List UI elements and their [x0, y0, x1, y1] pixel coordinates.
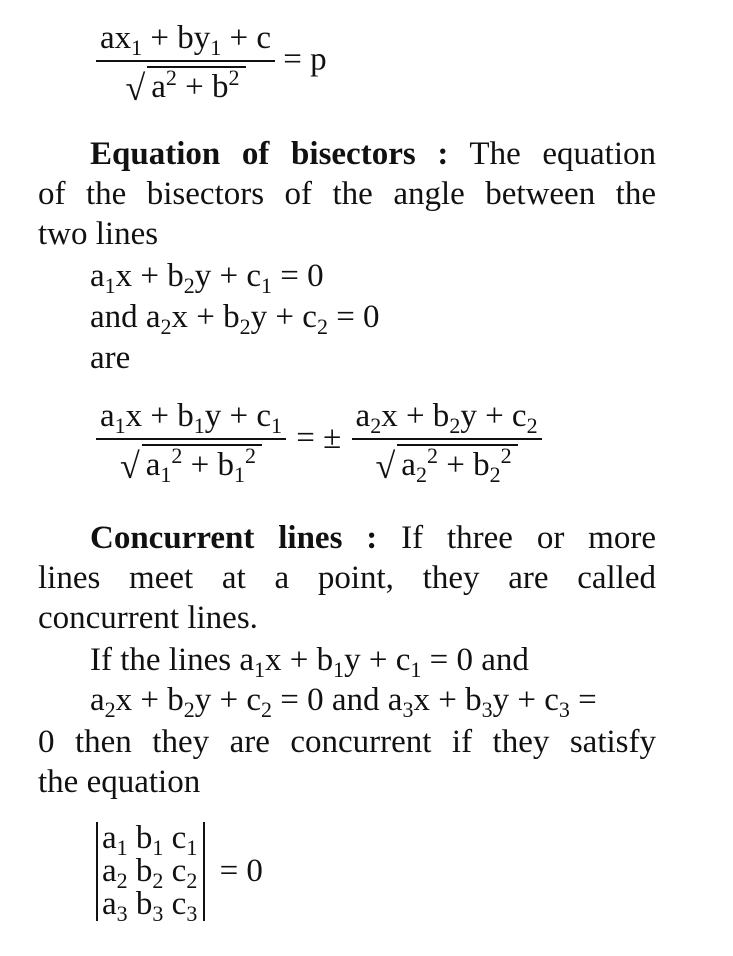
- line-eq-1: $a_1x + b_2y + c_1 = 0$: [90, 258, 324, 298]
- bisectors-line1: [38, 134, 656, 174]
- det-row: $a_1$ $b_1$ $c_1$: [102, 820, 198, 860]
- bisector-op: = ±: [296, 419, 342, 456]
- determinant-equation: [96, 820, 263, 926]
- det-row: $a_3$ $b_3$ $c_3$: [102, 886, 198, 926]
- concurrent-cond3: 0 then they are concurrent if they satisfy: [38, 724, 656, 760]
- concurrent-line3: concurrent lines.: [38, 600, 258, 636]
- sqrt-icon: √: [125, 68, 146, 108]
- concurrent-line1: [38, 518, 656, 558]
- are-label: are: [90, 340, 131, 376]
- bisectors-line3: two lines: [38, 216, 159, 252]
- bisector-rhs-fraction: $a_2x + b_2y + c_2$ √ $a_2^2 + b_2^2$: [352, 396, 542, 484]
- distance-numerator: $ax_1 + by_1 + c$: [100, 20, 272, 60]
- det-rhs: = 0: [219, 853, 263, 889]
- bisectors-text1: The equation: [469, 136, 657, 172]
- sqrt-icon: √: [120, 446, 140, 486]
- concurrent-cond1: If the lines $a_1x + b_1y + c_1 = 0$ and: [90, 642, 529, 682]
- bisectors-heading: Equation of bisectors :: [90, 136, 449, 172]
- sqrt-icon: √: [375, 446, 396, 486]
- bisectors-line2: of the bisectors of the angle between the: [38, 176, 656, 212]
- bisector-lhs-fraction: $a_1x + b_1y + c_1$ √ $a_1^2 + b_1^2$: [96, 396, 286, 484]
- distance-fraction: [96, 18, 275, 106]
- distance-denominator: √ $a^2 + b^2$: [126, 62, 246, 106]
- line-eq-2: and $a_2x + b_2y + c_2 = 0$: [90, 299, 380, 339]
- distance-rhs: = p: [283, 41, 327, 78]
- concurrent-cond2: $a_2x + b_2y + c_2 = 0$ and $a_3x + b_3y + c_3$ =: [90, 682, 597, 722]
- det-row: $a_2$ $b_2$ $c_2$: [102, 853, 198, 893]
- distance-formula: [96, 18, 327, 106]
- concurrent-text1: If three or more: [401, 520, 656, 556]
- bisector-formula: [96, 396, 542, 487]
- concurrent-heading: Concurrent lines :: [90, 520, 378, 556]
- concurrent-cond4: the equation: [38, 764, 201, 800]
- concurrent-line2: lines meet at a point, they are called: [38, 560, 656, 596]
- determinant: [96, 820, 205, 926]
